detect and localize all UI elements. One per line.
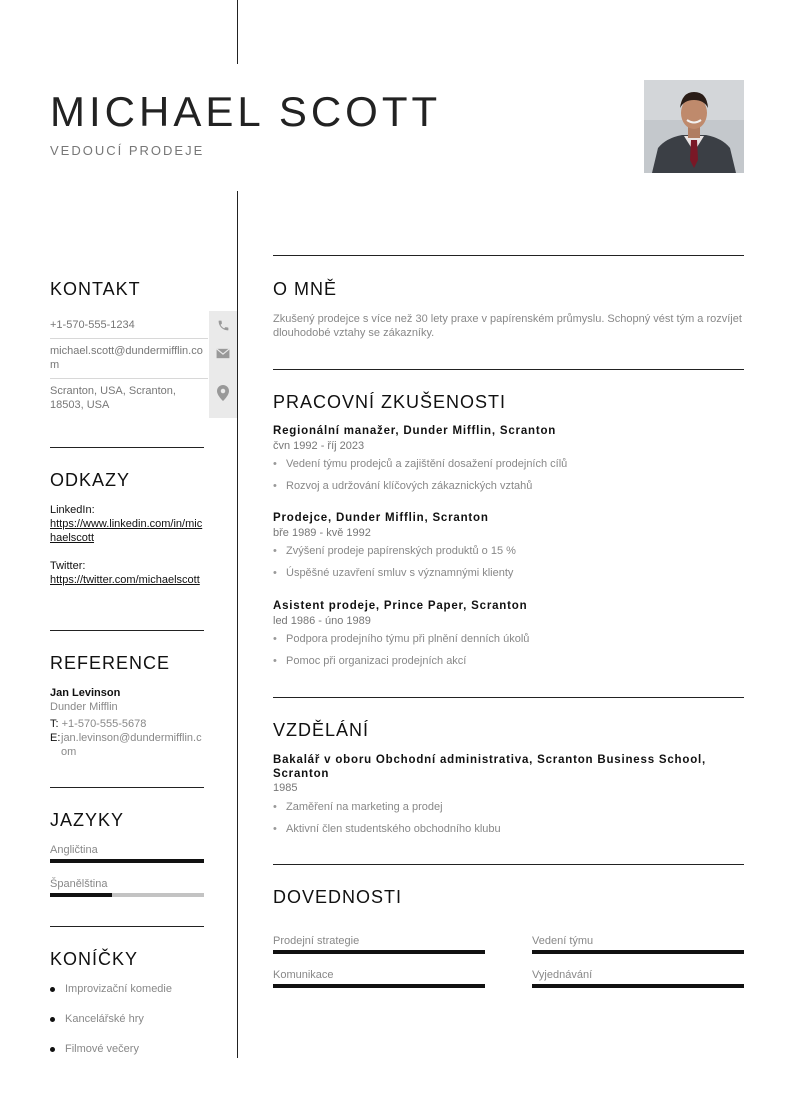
contact-separator: [50, 378, 208, 379]
divider: [273, 697, 744, 698]
skill-label: Komunikace: [273, 969, 334, 981]
contact-icon-strip: [209, 311, 237, 418]
twitter-link[interactable]: https://twitter.com/michaelscott: [50, 574, 200, 586]
reference-company: Dunder Mifflin: [50, 701, 118, 713]
language-name: Španělština: [50, 878, 108, 890]
hobbies-heading: KONÍČKY: [50, 949, 139, 969]
bullet-dot: [50, 1047, 55, 1052]
language-level-bar: [50, 859, 204, 863]
education-degree: Bakalář v oboru Obchodní administrativa, Scranton Business School, Scranton: [273, 754, 707, 780]
skill-level-bar: [273, 950, 485, 954]
profile-photo: [644, 80, 744, 173]
links-heading: ODKAZY: [50, 470, 131, 490]
hobby-label: Improvizační komedie: [65, 983, 172, 995]
divider: [273, 864, 744, 865]
phone-icon: [209, 311, 237, 339]
linkedin-link[interactable]: https://www.linkedin.com/in/michaelscott: [50, 518, 203, 544]
reference-phone-row: [50, 717, 146, 731]
job-bullet-text: Úspěšné uzavření smluv s významnými klienty: [286, 567, 514, 579]
experience-heading: PRACOVNÍ ZKUŠENOSTI: [273, 392, 507, 412]
candidate-name: MICHAEL SCOTT: [50, 88, 442, 135]
hobby-label: Filmové večery: [65, 1043, 139, 1055]
divider: [50, 447, 204, 448]
job-bullet: • Úspěšné uzavření smluv s významnými klienty: [273, 567, 514, 579]
job-bullet-text: Rozvoj a udržování klíčových zákaznických vztahů: [286, 480, 533, 492]
education-year: 1985: [273, 782, 298, 794]
divider: [273, 369, 744, 370]
location-pin-icon: [209, 379, 237, 407]
job-dates: bře 1989 - kvě 1992: [273, 527, 371, 539]
reference-email[interactable]: jan.levinson@dundermifflin.com: [61, 732, 202, 758]
envelope-icon: [209, 339, 237, 367]
job-dates: led 1986 - úno 1989: [273, 615, 371, 627]
job-title: Regionální manažer, Dunder Mifflin, Scranton: [273, 425, 557, 437]
education-bullet-text: Aktivní člen studentského obchodního klubu: [286, 823, 501, 835]
twitter-label: Twitter:: [50, 560, 86, 572]
job-dates: čvn 1992 - říj 2023: [273, 440, 365, 452]
job-bullet-text: Zvýšení prodeje papírenských produktů o 15 %: [286, 545, 516, 557]
skill-label: Prodejní strategie: [273, 935, 360, 947]
job-bullet: • Pomoc při organizaci prodejních akcí: [273, 655, 467, 667]
job-bullet: • Rozvoj a udržování klíčových zákaznických vztahů: [273, 480, 533, 492]
contact-phone[interactable]: +1-570-555-1234: [50, 319, 135, 331]
skill-level-bar: [273, 984, 485, 988]
linkedin-label: LinkedIn:: [50, 504, 95, 516]
language-level-fill: [50, 859, 204, 863]
job-title: Asistent prodeje, Prince Paper, Scranton: [273, 600, 528, 612]
bullet-dot: [50, 1017, 55, 1022]
job-title: Prodejce, Dunder Mifflin, Scranton: [273, 512, 489, 524]
bullet-dot: [50, 987, 55, 992]
skill-level-bar: [532, 984, 744, 988]
languages-heading: JAZYKY: [50, 810, 125, 830]
hobby-item: [50, 1013, 144, 1025]
skills-heading: DOVEDNOSTI: [273, 887, 403, 907]
divider: [50, 630, 204, 631]
hobby-label: Kancelářské hry: [65, 1013, 144, 1025]
about-text: Zkušený prodejce s více než 30 lety praxe v papírenském průmyslu. Schopný vést tým a rozvíjet dlouhodobé vztahy se zákazníky.: [273, 313, 742, 339]
reference-name: Jan Levinson: [50, 687, 121, 699]
skill-label: Vedení týmu: [532, 935, 594, 947]
candidate-title: VEDOUCÍ PRODEJE: [50, 143, 205, 158]
job-bullet: • Vedení týmu prodejců a zajištění dosažení prodejních cílů: [273, 458, 568, 470]
job-bullet-text: Vedení týmu prodejců a zajištění dosažení prodejních cílů: [286, 458, 568, 470]
job-bullet-text: Pomoc při organizaci prodejních akcí: [286, 655, 467, 667]
language-level-fill: [50, 893, 112, 897]
reference-email-label: E:: [50, 732, 61, 744]
job-bullet: • Zvýšení prodeje papírenských produktů o 15 %: [273, 545, 516, 557]
education-bullet: • Zaměření na marketing a prodej: [273, 801, 443, 813]
reference-heading: REFERENCE: [50, 653, 171, 673]
hobby-item: [50, 983, 172, 995]
education-bullet: • Aktivní člen studentského obchodního klubu: [273, 823, 501, 835]
education-bullet-text: Zaměření na marketing a prodej: [286, 801, 443, 813]
hobby-item: [50, 1043, 139, 1055]
top-vertical-divider: [237, 0, 238, 64]
skill-level-bar: [532, 950, 744, 954]
contact-heading: KONTAKT: [50, 279, 141, 299]
divider: [50, 787, 204, 788]
about-heading: O MNĚ: [273, 279, 338, 299]
divider: [50, 926, 204, 927]
reference-phone[interactable]: +1-570-555-5678: [61, 718, 147, 730]
language-level-bar: [50, 893, 204, 897]
job-bullet-text: Podpora prodejního týmu při plnění denních úkolů: [286, 633, 530, 645]
language-name: Angličtina: [50, 844, 98, 856]
reference-phone-label: T:: [50, 718, 59, 730]
column-vertical-divider: [237, 191, 238, 1058]
skill-label: Vyjednávání: [532, 969, 593, 981]
contact-separator: [50, 338, 208, 339]
contact-email[interactable]: michael.scott@dundermifflin.com: [50, 345, 203, 371]
contact-address: Scranton, USA, Scranton, 18503, USA: [50, 385, 176, 411]
education-heading: VZDĚLÁNÍ: [273, 720, 370, 740]
divider: [273, 255, 744, 256]
job-bullet: • Podpora prodejního týmu při plnění denních úkolů: [273, 633, 530, 645]
